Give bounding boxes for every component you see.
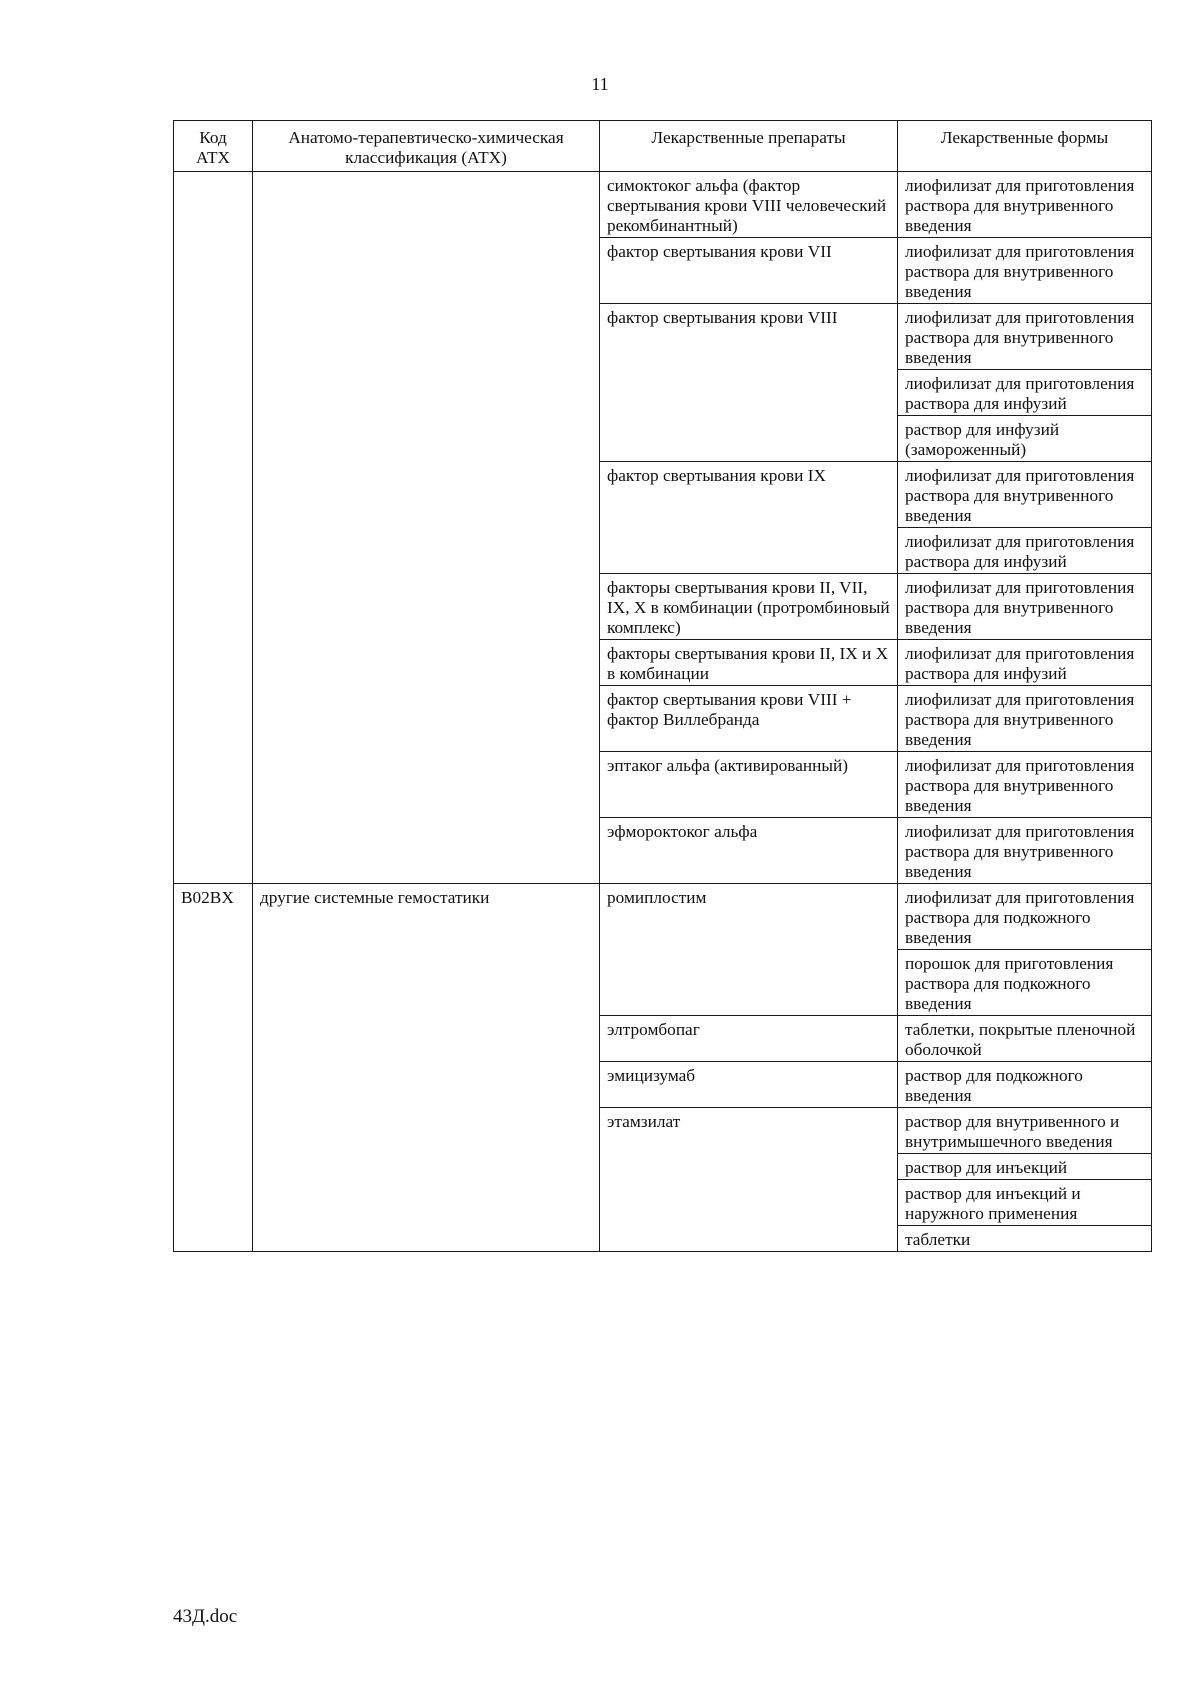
atx-code-cell: B02BX xyxy=(174,884,253,1252)
drug-name-cell: фактор свертывания крови VIII + фактор Виллебранда xyxy=(600,686,898,752)
table-row xyxy=(174,884,1152,950)
dosage-form-cell: таблетки xyxy=(898,1226,1152,1252)
dosage-form-cell: лиофилизат для приготовления раствора для внутривенного введения xyxy=(898,574,1152,640)
atx-classification-cell xyxy=(253,172,600,884)
dosage-form-cell: лиофилизат для приготовления раствора для инфузий xyxy=(898,528,1152,574)
dosage-form-cell: лиофилизат для приготовления раствора для подкожного введения xyxy=(898,884,1152,950)
drug-name-cell: факторы свертывания крови II, IX и X в комбинации xyxy=(600,640,898,686)
drug-name-cell: элтромбопаг xyxy=(600,1016,898,1062)
drug-name-cell: фактор свертывания крови VII xyxy=(600,238,898,304)
dosage-form-cell: лиофилизат для приготовления раствора для внутривенного введения xyxy=(898,172,1152,238)
table-body xyxy=(174,172,1152,1252)
dosage-form-cell: лиофилизат для приготовления раствора для внутривенного введения xyxy=(898,304,1152,370)
document-filename: 43Д.doc xyxy=(173,1606,238,1627)
dosage-form-cell: лиофилизат для приготовления раствора для внутривенного введения xyxy=(898,686,1152,752)
page-number: 11 xyxy=(591,74,609,94)
table-header-row xyxy=(174,121,1152,172)
dosage-form-cell: раствор для подкожного введения xyxy=(898,1062,1152,1108)
table-row xyxy=(174,172,1152,238)
atx-code-cell xyxy=(174,172,253,884)
dosage-form-cell: лиофилизат для приготовления раствора для внутривенного введения xyxy=(898,752,1152,818)
header-classification: Анатомо-терапевтическо-химическая классификация (АТХ) xyxy=(253,121,600,172)
drug-name-cell: эптаког альфа (активированный) xyxy=(600,752,898,818)
drug-name-cell: симоктоког альфа (фактор свертывания крови VIII человеческий рекомбинантный) xyxy=(600,172,898,238)
drug-name-cell: фактор свертывания крови IX xyxy=(600,462,898,574)
dosage-form-cell: раствор для инфузий (замороженный) xyxy=(898,416,1152,462)
drug-name-cell: эфмороктоког альфа xyxy=(600,818,898,884)
header-forms: Лекарственные формы xyxy=(898,121,1152,172)
dosage-form-cell: раствор для инъекций и наружного применения xyxy=(898,1180,1152,1226)
dosage-form-cell: таблетки, покрытые пленочной оболочкой xyxy=(898,1016,1152,1062)
header-drugs: Лекарственные препараты xyxy=(600,121,898,172)
dosage-form-cell: лиофилизат для приготовления раствора для инфузий xyxy=(898,370,1152,416)
atx-classification-cell: другие системные гемостатики xyxy=(253,884,600,1252)
header-code: Код АТХ xyxy=(174,121,253,172)
atx-table xyxy=(173,120,1152,1252)
drug-name-cell: ромиплостим xyxy=(600,884,898,1016)
drug-name-cell: эмицизумаб xyxy=(600,1062,898,1108)
drug-name-cell: фактор свертывания крови VIII xyxy=(600,304,898,462)
drug-name-cell: этамзилат xyxy=(600,1108,898,1252)
dosage-form-cell: раствор для инъекций xyxy=(898,1154,1152,1180)
dosage-form-cell: раствор для внутривенного и внутримышечного введения xyxy=(898,1108,1152,1154)
drug-name-cell: факторы свертывания крови II, VII, IX, X в комбинации (протромбиновый комплекс) xyxy=(600,574,898,640)
dosage-form-cell: лиофилизат для приготовления раствора для инфузий xyxy=(898,640,1152,686)
dosage-form-cell: порошок для приготовления раствора для подкожного введения xyxy=(898,950,1152,1016)
dosage-form-cell: лиофилизат для приготовления раствора для внутривенного введения xyxy=(898,818,1152,884)
dosage-form-cell: лиофилизат для приготовления раствора для внутривенного введения xyxy=(898,462,1152,528)
dosage-form-cell: лиофилизат для приготовления раствора для внутривенного введения xyxy=(898,238,1152,304)
